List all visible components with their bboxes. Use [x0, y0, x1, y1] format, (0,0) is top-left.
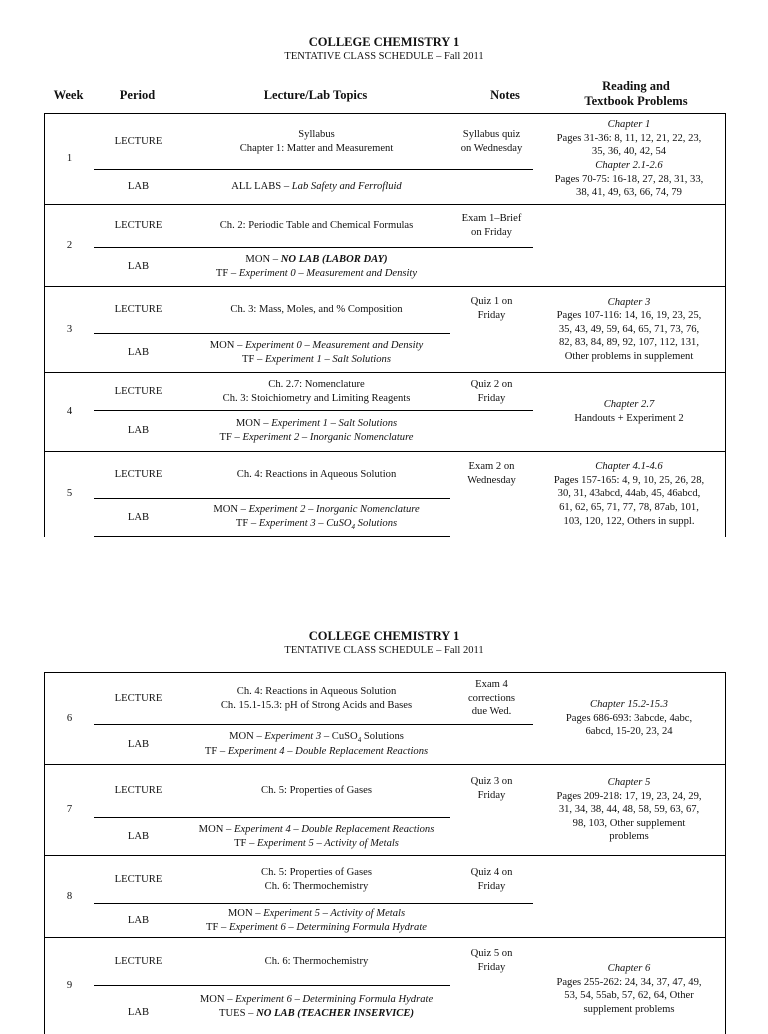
lab-prefix: MON –	[235, 418, 272, 430]
notes-line: Friday	[477, 309, 506, 321]
reading-line: Chapter 5	[607, 777, 651, 789]
notes-line: Friday	[477, 961, 506, 973]
notes-cell	[450, 725, 533, 765]
lab-topic	[183, 904, 450, 938]
week-number: 7	[45, 765, 95, 856]
notes-cell	[450, 205, 533, 248]
schedule-table-2	[44, 672, 726, 1034]
topic-line: Ch. 6: Thermochemistry	[264, 955, 369, 967]
period-label: LAB	[94, 499, 183, 537]
lab-experiment: Experiment 5 – Activity of Metals	[263, 907, 406, 919]
header-topics: Lecture/Lab Topics	[263, 88, 368, 102]
period-label: LAB	[94, 248, 183, 287]
page-subtitle: TENTATIVE CLASS SCHEDULE – Fall 2011	[284, 51, 484, 62]
reading-line: Chapter 6	[607, 963, 651, 974]
notes-line: Friday	[477, 880, 506, 892]
notes-cell	[450, 904, 533, 938]
period-label: LAB	[94, 725, 183, 765]
lab-experiment: Experiment 0 – Measurement and Density	[238, 268, 418, 279]
reading-line: Chapter 4.1-4.6	[595, 461, 663, 473]
lab-experiment: Experiment 4 – Double Replacement Reactions	[233, 823, 435, 835]
topic-line: Ch. 6: Thermochemistry	[264, 880, 369, 892]
period-label: LECTURE	[94, 287, 183, 334]
week-number: 3	[45, 287, 95, 373]
topic-line: Ch. 3: Stoichiometry and Limiting Reagents	[222, 392, 411, 404]
week-4-lecture-row	[45, 373, 726, 411]
reading-line: problems	[609, 831, 649, 843]
period-label: LAB	[94, 818, 183, 856]
week-2-lecture-row	[45, 205, 726, 248]
header-notes: Notes	[490, 88, 520, 102]
reading-line: 82, 83, 84, 89, 92, 107, 112, 131,	[559, 337, 699, 349]
notes-line: Wednesday	[467, 474, 516, 486]
notes-cell	[450, 938, 533, 1034]
reading-line: 38, 41, 49, 63, 66, 74, 79	[576, 187, 682, 199]
reading-line: 98, 103, Other supplement	[572, 817, 686, 829]
lab-experiment: NO LAB (LABOR DAY)	[280, 254, 388, 266]
week-9-lecture-row	[45, 938, 726, 986]
reading-line: Pages 686-693: 3abcde, 4abc,	[565, 712, 693, 724]
topic-line: Ch. 5: Properties of Gases	[261, 866, 372, 878]
subscript: 4	[351, 522, 356, 531]
lab-prefix: ALL LABS –	[231, 181, 292, 193]
lab-prefix: TF –	[206, 921, 229, 933]
lab-experiment: Experiment 3	[264, 731, 322, 743]
reading-line: Pages 31-36: 8, 11, 12, 21, 22, 23,	[556, 132, 702, 144]
reading-cell	[533, 205, 726, 287]
reading-cell	[533, 114, 726, 205]
lecture-topic	[183, 452, 450, 499]
lab-experiment-end: Solutions	[361, 731, 404, 743]
week-number: 2	[45, 205, 95, 287]
lab-experiment: Experiment 6 – Determining Formula Hydrate	[235, 994, 434, 1005]
notes-line: Quiz 1 on	[470, 296, 513, 307]
week-7-lecture-row	[45, 765, 726, 818]
lab-prefix: MON –	[198, 823, 234, 835]
period-label: LAB	[94, 904, 183, 938]
reading-line: Chapter 15.2-15.3	[590, 699, 668, 711]
lecture-topic	[183, 287, 450, 334]
period-label: LECTURE	[94, 938, 183, 986]
topic-line: Ch. 5: Properties of Gases	[261, 785, 372, 797]
week-number: 8	[45, 856, 95, 938]
lab-experiment: Experiment 5 – Activity of Metals	[257, 837, 399, 849]
schedule-table-1	[44, 113, 726, 537]
reading-line: Other problems in supplement	[564, 350, 694, 362]
week-number: 4	[45, 373, 95, 452]
lab-prefix: MON –	[199, 994, 236, 1005]
lab-topic	[183, 818, 450, 856]
notes-cell	[450, 765, 533, 856]
lecture-topic	[183, 673, 450, 725]
notes-line: Friday	[477, 392, 506, 404]
period-label: LECTURE	[94, 856, 183, 904]
notes-line: Quiz 5 on	[470, 948, 513, 959]
topic-line: Ch. 2: Periodic Table and Chemical Formulas	[219, 220, 414, 232]
lecture-topic	[183, 205, 450, 248]
reading-cell	[533, 452, 726, 537]
lab-topic	[183, 986, 450, 1034]
reading-line: Pages 209-218: 17, 19, 23, 24, 29,	[556, 790, 702, 802]
lab-prefix: MON –	[227, 907, 264, 919]
notes-line: on Wednesday	[460, 142, 523, 154]
reading-line: 103, 120, 122, Others in suppl.	[563, 515, 695, 527]
reading-line: Handouts + Experiment 2	[574, 413, 684, 424]
reading-cell	[533, 765, 726, 856]
notes-line: Exam 1–Brief	[461, 213, 522, 225]
reading-line: 61, 62, 65, 71, 77, 78, 87ab, 101,	[559, 502, 699, 514]
lab-prefix: TUES –	[219, 1007, 257, 1019]
lab-topic	[183, 499, 450, 537]
header-period: Period	[119, 88, 156, 102]
topic-line: Ch. 2.7: Nomenclature	[268, 378, 365, 390]
reading-line: Pages 107-116: 14, 16, 19, 23, 25,	[556, 310, 702, 322]
page-title: COLLEGE CHEMISTRY 1	[308, 35, 460, 49]
week-number: 5	[45, 452, 95, 537]
week-3-lecture-row	[45, 287, 726, 334]
lab-topic	[183, 725, 450, 765]
lab-prefix: MON –	[245, 254, 281, 266]
notes-line: Exam 2 on	[468, 461, 515, 472]
reading-line: 31, 34, 38, 44, 48, 58, 59, 63, 67,	[558, 804, 700, 816]
header-reading	[540, 79, 732, 110]
lab-experiment: NO LAB (TEACHER INSERVICE)	[256, 1007, 414, 1019]
reading-cell	[533, 287, 726, 373]
reading-line: Pages 255-262: 24, 34, 37, 47, 49,	[556, 976, 702, 988]
page-title: COLLEGE CHEMISTRY 1	[308, 629, 460, 643]
notes-cell	[450, 673, 533, 725]
topic-line: Chapter 1: Matter and Measurement	[239, 142, 394, 154]
week-number: 6	[45, 673, 95, 765]
lab-prefix: TF –	[219, 432, 243, 443]
reading-line: 35, 43, 49, 59, 64, 65, 71, 73, 76,	[558, 323, 700, 335]
lecture-topic	[183, 765, 450, 818]
period-label-text: LAB	[127, 1007, 150, 1018]
reading-line: Pages 70-75: 16-18, 27, 28, 31, 33,	[554, 173, 704, 185]
notes-cell	[450, 287, 533, 373]
topic-line: Ch. 3: Mass, Moles, and % Composition	[230, 304, 403, 316]
period-label: LECTURE	[94, 673, 183, 725]
notes-cell	[450, 114, 533, 170]
period-label: LAB	[94, 170, 183, 205]
notes-line: Quiz 3 on	[470, 776, 513, 787]
topic-line: Ch. 4: Reactions in Aqueous Solution	[236, 685, 397, 697]
week-8-lecture-row	[45, 856, 726, 904]
lab-topic	[183, 411, 450, 452]
notes-line: Exam 4	[475, 679, 508, 691]
notes-line: Quiz 4 on	[470, 866, 513, 878]
lecture-topic	[183, 856, 450, 904]
week-number: 9	[45, 938, 95, 1034]
lab-experiment-mid: – CuSO	[321, 731, 358, 743]
lab-experiment: Lab Safety and Ferrofluid	[291, 181, 402, 193]
notes-line: corrections	[467, 692, 516, 704]
reading-line: Pages 157-165: 4, 9, 10, 25, 26, 28,	[553, 474, 705, 486]
topic-line: Ch. 4: Reactions in Aqueous Solution	[236, 469, 397, 481]
period-label: LAB	[94, 411, 183, 452]
lab-experiment: Experiment 0 – Measurement and Density	[245, 340, 424, 352]
notes-cell	[450, 170, 533, 205]
period-label: LECTURE	[94, 205, 183, 248]
lab-experiment: Experiment 1 – Salt Solutions	[265, 354, 391, 365]
header-week: Week	[53, 88, 84, 102]
notes-cell	[450, 373, 533, 411]
lab-prefix: MON –	[209, 340, 246, 352]
notes-line: Friday	[477, 789, 506, 801]
period-label: LECTURE	[94, 373, 183, 411]
reading-cell	[533, 856, 726, 938]
reading-line: 53, 54, 55ab, 57, 62, 64, Other	[564, 990, 694, 1002]
header-reading-line2: Textbook Problems	[584, 94, 688, 109]
subscript: 4	[357, 736, 362, 745]
lab-topic	[183, 334, 450, 373]
notes-line: on Friday	[471, 227, 512, 238]
period-label	[94, 986, 183, 1034]
reading-cell	[533, 938, 726, 1034]
header-reading-line1: Reading and	[602, 79, 670, 93]
lab-experiment: Experiment 2 – Inorganic Nomenclature	[248, 504, 420, 516]
reading-cell	[533, 673, 726, 765]
lecture-topic	[183, 373, 450, 411]
topic-line: Ch. 15.1-15.3: pH of Strong Acids and Bases	[220, 699, 413, 711]
lab-prefix: TF –	[204, 746, 228, 758]
lab-experiment: Experiment 2 – Inorganic Nomenclature	[242, 432, 414, 443]
lab-topic	[183, 248, 450, 287]
lab-prefix: MON –	[229, 731, 265, 743]
reading-line: Chapter 3	[607, 296, 651, 308]
week-1-lecture-row	[45, 114, 726, 170]
lab-experiment: Experiment 1 – Salt Solutions	[271, 418, 398, 430]
reading-line: Chapter 1	[607, 119, 651, 131]
week-5-lecture-row	[45, 452, 726, 499]
page-subtitle: TENTATIVE CLASS SCHEDULE – Fall 2011	[284, 645, 484, 656]
lab-topic	[183, 170, 450, 205]
lab-experiment: Experiment 6 – Determining Formula Hydrate	[228, 921, 427, 933]
lab-experiment: Experiment 3 – CuSO	[258, 517, 352, 529]
reading-line: 30, 31, 43abcd, 44ab, 45, 46abcd,	[557, 488, 701, 500]
reading-line: Chapter 2.1-2.6	[595, 160, 663, 171]
notes-cell	[450, 856, 533, 904]
notes-cell	[450, 452, 533, 537]
week-number: 1	[45, 114, 95, 205]
reading-line: supplement problems	[583, 1003, 675, 1015]
period-label: LAB	[94, 334, 183, 373]
topic-line: Syllabus	[298, 128, 335, 140]
reading-cell	[533, 373, 726, 452]
reading-line: 35, 36, 40, 42, 54	[591, 146, 667, 158]
lab-experiment: Experiment 4 – Double Replacement Reactions	[227, 746, 429, 758]
week-6-lecture-row	[45, 673, 726, 725]
reading-line: 6abcd, 15-20, 23, 24	[585, 726, 673, 738]
lab-prefix: TF –	[234, 837, 258, 849]
lecture-topic	[183, 114, 450, 170]
lab-experiment-end: Solutions	[355, 517, 398, 529]
notes-cell	[450, 248, 533, 287]
reading-line: Chapter 2.7	[603, 399, 655, 411]
notes-line: Quiz 2 on	[470, 378, 513, 390]
notes-cell	[450, 411, 533, 452]
period-label: LECTURE	[94, 114, 183, 170]
period-label: LECTURE	[94, 452, 183, 499]
lab-prefix: TF –	[242, 354, 266, 365]
notes-line: due Wed.	[471, 706, 512, 718]
period-label: LECTURE	[94, 765, 183, 818]
lab-prefix: MON –	[213, 504, 249, 516]
lab-prefix: TF –	[215, 268, 239, 279]
lecture-topic	[183, 938, 450, 986]
notes-line: Syllabus quiz	[462, 128, 521, 140]
lab-prefix: TF –	[235, 517, 259, 529]
